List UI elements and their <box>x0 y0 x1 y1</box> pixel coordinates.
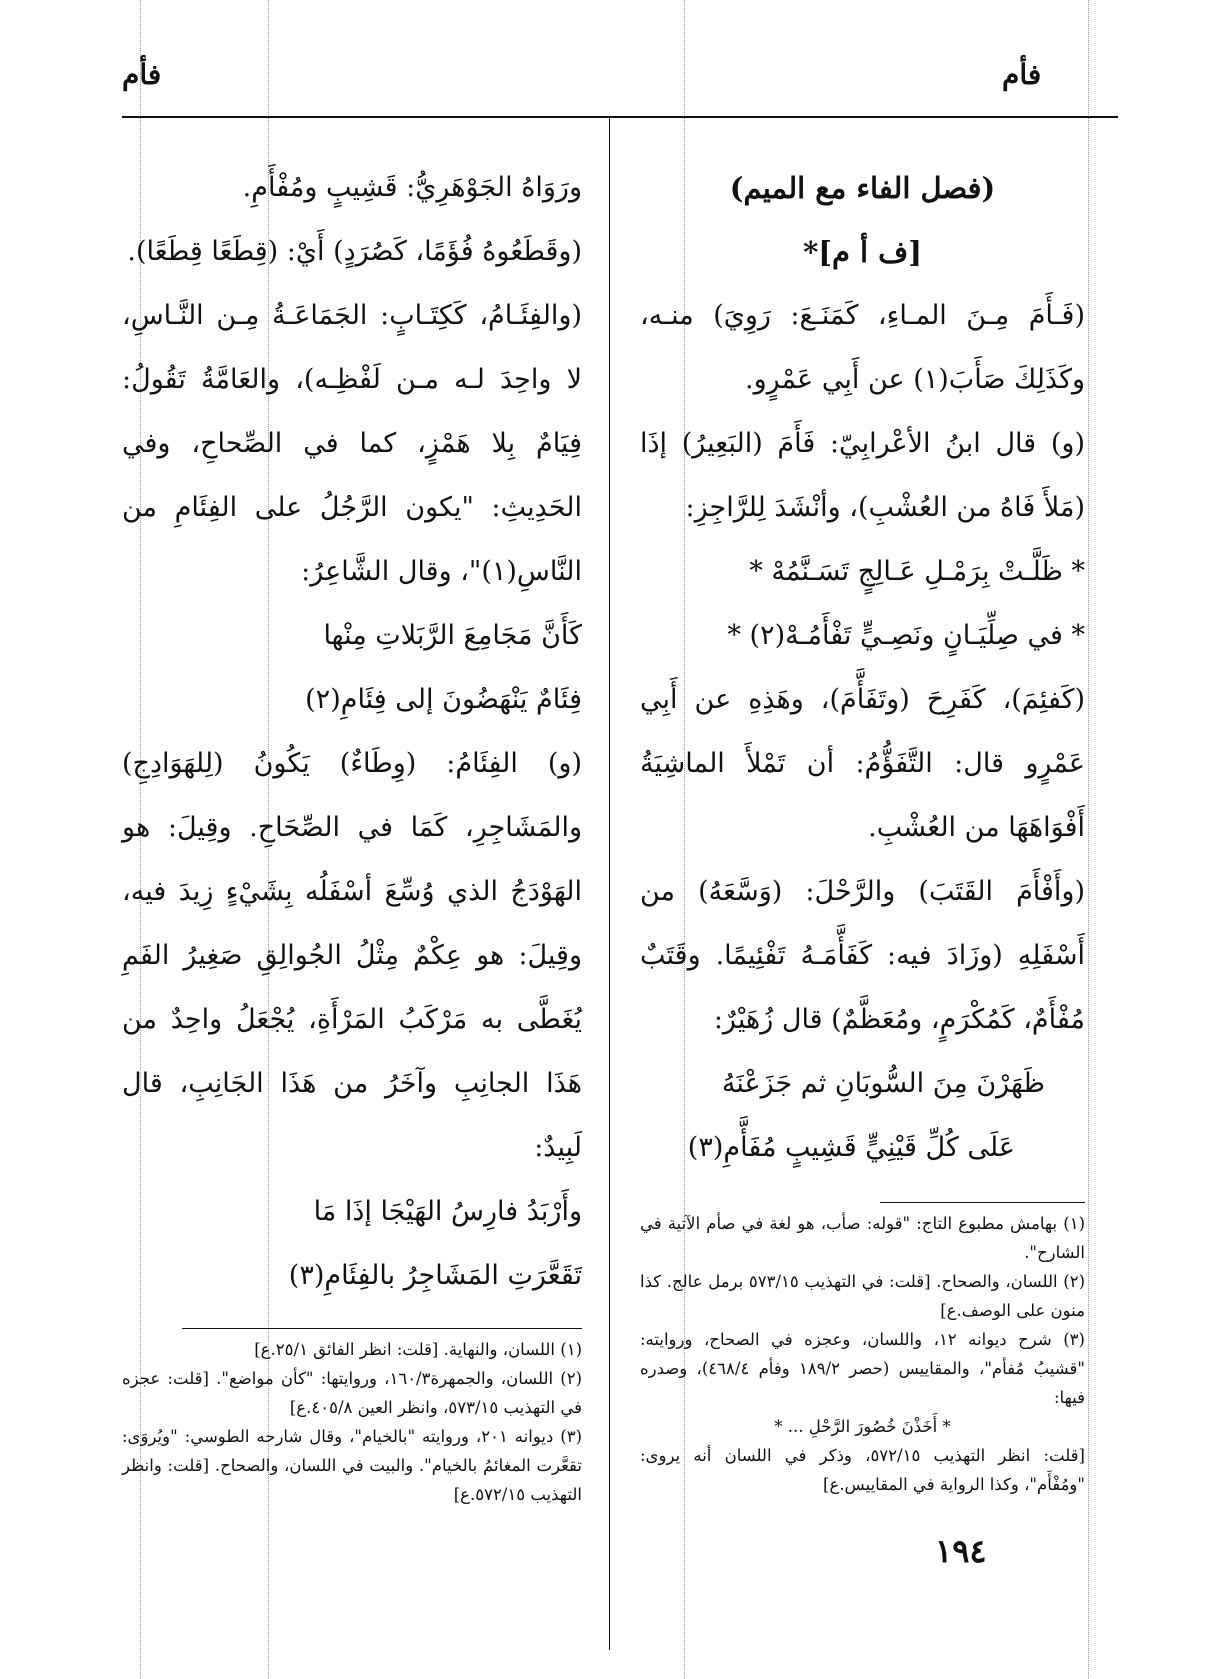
running-head-right: فأم <box>1002 58 1042 91</box>
verse-line: وأَرْبَدُ فارِسُ الهَيْجَا إذَا مَا <box>313 1196 582 1227</box>
footnote: (١) بهامش مطبوع التاج: "قوله: صأب، هو لغة في صأم الآتية في الشارح". <box>640 1214 1085 1262</box>
footnote: (٢) اللسان، والجمهرة١٦٠/٣، وروايتها: "كأن مواضع". [قلت: عجزه في التهذيب ٥٧٣/١٥، وانظر العين ٤٠٥/٨.ع] <box>122 1369 582 1417</box>
entry-heading: [ف أ م]* <box>803 235 922 269</box>
verse-line: * ظَلَّـتْ بِرَمْـلِ عَـالِجٍ تَسَـنَّمُهْ * <box>749 556 1085 587</box>
footnote: (٢) اللسان، والصحاح. [قلت: في التهذيب ٥٧٣/١٥ برمل عالج. كذا منون على الوصف.ع] <box>640 1272 1085 1320</box>
verse-line: ظَهَرْنَ مِنَ السُّوبَانِ ثم جَزَعْنَهُ <box>721 1068 1045 1099</box>
paragraph: (وأَفْأَمَ القَتَبَ) والرَّحْلَ: (وَسَّعَهُ) من أَسْفَلِهِ (وزَادَ فيه: كَفَأَّمَـهُ تَفْئِيمًا. وقَتَبٌ مُفْأَمٌ، كَمُكْرَمٍ، ومُعَظَّمٌ) قال زُهَيْرٌ: <box>640 876 1085 1035</box>
paragraph: (و) قال ابنُ الأعْرابِيّ: فَأَمَ (البَعِيرُ) إذَا (مَلأَ فَاهُ من العُشْبِ)، وأنْشَدَ لِلرَّاجِزِ: <box>640 428 1085 523</box>
verse-line: تَقَعَّرَتِ المَشَاجِرُ بالفِئَامِ(٣) <box>288 1260 582 1291</box>
paragraph: (وقَطَعُوهُ فُؤَمًا، كَصُرَدٍ) أَيْ: (قِطَعًا قِطَعًا). <box>127 236 582 267</box>
footnote-rule <box>182 1328 582 1329</box>
running-head-left: فأم <box>122 58 162 91</box>
section-title: (فصل الفاء مع الميم) <box>729 171 996 205</box>
footnote: (١) اللسان، والنهاية. [قلت: انظر الفائق ٢٥/١.ع] <box>254 1340 582 1359</box>
footnote: (٣) ديوانه ٢٠١، وروايته "بالخيام"، وقال شارحه الطوسي: "ويُروَى: تقعَّرت المغائمُ بالخيام". والبيت في اللسان، والصحاح. [قلت: وانظر التهذيب ٥٧٢/١٥.ع] <box>122 1427 582 1504</box>
footnote: (٣) شرح ديوانه ١٢، واللسان، وعجزه في الصحاح، وروايته: "قشيبُ مُفأم"، والمقاييس (حصر ١٨٩/٢ وفأم ٤٦٨/٤)، وصدره فيها: <box>640 1330 1085 1407</box>
paragraph: (و) الفِئَامُ: (وِطَاءٌ) يَكُونُ (لِلهَوَادِجِ) والمَشَاجِرِ، كَمَا في الصِّحَاحِ. وقِيلَ: هو الهَوْدَجُ الذي وُسِّعَ أسْفَلُه بِشَيْءٍ زِيدَ فيه، وقِيلَ: هو عِكْمٌ مِثْلُ الجُوالِقِ صَغِيرُ الفَمِ يُغَطَّى به مَرْكَبُ المَرْأَةِ، يُجْعَلُ واحِدٌ من هَذَا الجانِبِ وآخَرُ من هَذَا الجَانِبِ، قال لَبِيدٌ: <box>122 748 582 1163</box>
paragraph: ورَوَاهُ الجَوْهَرِيُّ: قَشِيبٍ ومُفْأَمِ. <box>242 172 582 203</box>
paragraph: (كَفئِمَ)، كَفَرِحَ (وتَفَأَّمَ)، وهَذِهِ عن أَبِي عَمْرٍو قال: التَّفَؤُّمُ: أن تَمْلأَ الماشِيَةُ أَفْوَاهَهَا من العُشْبِ. <box>640 684 1085 843</box>
verse-line: عَلَى كُلِّ قَيْنِيٍّ قَشِيبٍ مُفَأَّمِ(٣) <box>687 1132 1015 1163</box>
verse-line: فِئَامٌ يَنْهَضُونَ إلى فِئَامِ(٢) <box>305 684 582 715</box>
scan-guide-line <box>1088 0 1089 1679</box>
footnote-verse: * أَخَذْنَ خُصُورَ الرَّحْلِ ... * <box>774 1417 951 1436</box>
page-number: ١٩٤ <box>935 1532 987 1570</box>
right-column <box>640 156 1085 1499</box>
paragraph: (والفِئَـامُ، كَكِتَـابٍ: الجَمَاعَـةُ مِـن النَّـاسِ، لا واحِدَ لـه مـن لَفْظِـه)، والعَامَّةُ تَقُولُ: فِيَامٌ بِلا هَمْزٍ، كما في الصِّحاحِ، وفي الحَدِيثِ: "يكون الرَّجُلُ على الفِئَامِ من النَّاسِ(١)"، وقال الشَّاعِرُ: <box>122 300 582 587</box>
verse-line: كَأَنَّ مَجَامِعَ الرَّبَلاتِ مِنْها <box>323 620 582 651</box>
column-divider <box>609 118 610 1650</box>
footnote: [قلت: انظر التهذيب ٥٧٢/١٥، وذكر في اللسان أنه يروى: "ومُفْأَم"، وكذا الرواية في المقاييس.ع] <box>640 1446 1085 1494</box>
paragraph: (فَـأَمَ مِـنَ المـاءِ، كَمَنَـعَ: رَوِيَ) منـه، وكَذَلِكَ صَأَبَ(١) عن أَبِي عَمْرٍو. <box>640 300 1085 395</box>
header-rule <box>122 116 1118 118</box>
verse-line: * في صِلِّيَـانٍ ونَصِـيٍّ تَفْأَمُـهْ(٢) * <box>727 620 1085 651</box>
left-column <box>122 156 582 1509</box>
footnote-rule <box>880 1202 1085 1203</box>
